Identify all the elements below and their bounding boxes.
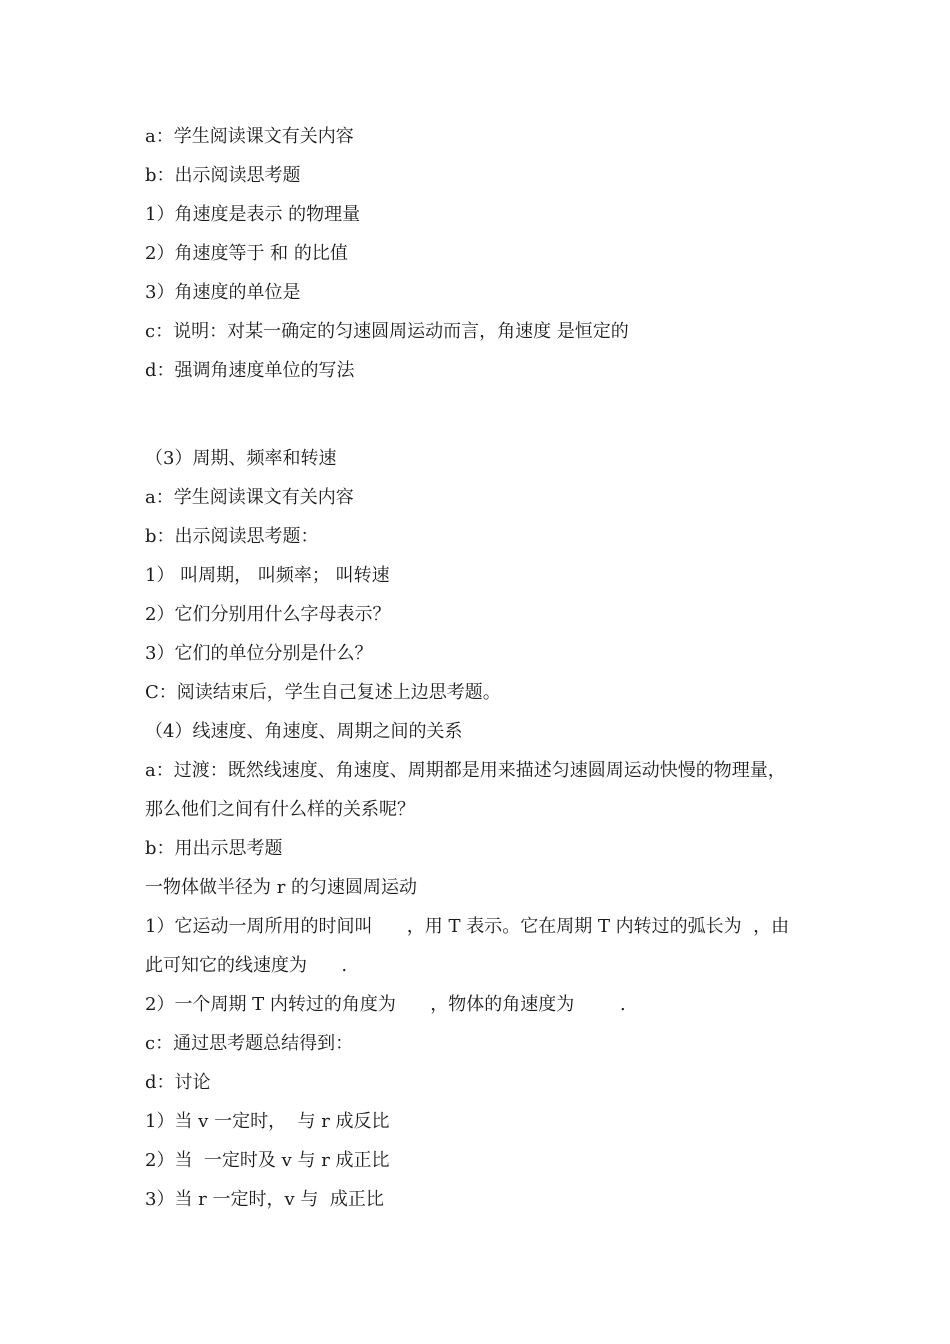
section-heading: （4）线速度、角速度、周期之间的关系 — [145, 721, 463, 742]
text-line: d：讨论 — [145, 1072, 211, 1093]
text-line: c：通过思考题总结得到： — [145, 1033, 354, 1054]
text-line: b：用出示思考题 — [145, 838, 283, 859]
text-line: 2）一个周期 T 内转过的角度为 ，物体的角速度为 . — [145, 994, 626, 1015]
text-line: 那么他们之间有什么样的关系呢？ — [145, 799, 415, 820]
text-line: 2）当 一定时及 v 与 r 成正比 — [145, 1150, 390, 1171]
text-line: 3）角速度的单位是 — [145, 282, 301, 303]
text-line: a：学生阅读课文有关内容 — [145, 126, 354, 147]
text-line: 一物体做半径为 r 的匀速圆周运动 — [145, 877, 418, 898]
text-line: 1）角速度是表示 的物理量 — [145, 204, 361, 225]
text-line: d：强调角速度单位的写法 — [145, 360, 355, 381]
text-line: 3）当 r 一定时，v 与 成正比 — [145, 1189, 384, 1210]
text-line: 2）角速度等于 和 的比值 — [145, 243, 348, 264]
text-line: 1）当 v 一定时， 与 r 成反比 — [145, 1111, 390, 1132]
text-line: C：阅读结束后，学生自己复述上边思考题。 — [145, 682, 501, 703]
text-line: 1）它运动一周所用的时间叫 ，用 T 表示。它在周期 T 内转过的弧长为 ，由 — [145, 916, 790, 937]
text-line: 此可知它的线速度为 . — [145, 955, 348, 976]
text-line: 1） 叫周期， 叫频率； 叫转速 — [145, 565, 390, 586]
text-line: b：出示阅读思考题 — [145, 165, 301, 186]
text-line: a：过渡：既然线速度、角速度、周期都是用来描述匀速圆周运动快慢的物理量， — [145, 760, 786, 781]
section-heading: （3）周期、频率和转速 — [145, 448, 337, 469]
text-line: a：学生阅读课文有关内容 — [145, 487, 354, 508]
text-line: 3）它们的单位分别是什么？ — [145, 643, 373, 664]
text-line: c：说明：对某一确定的匀速圆周运动而言，角速度 是恒定的 — [145, 321, 629, 342]
text-line: b：出示阅读思考题： — [145, 526, 319, 547]
text-line: 2）它们分别用什么字母表示？ — [145, 604, 391, 625]
